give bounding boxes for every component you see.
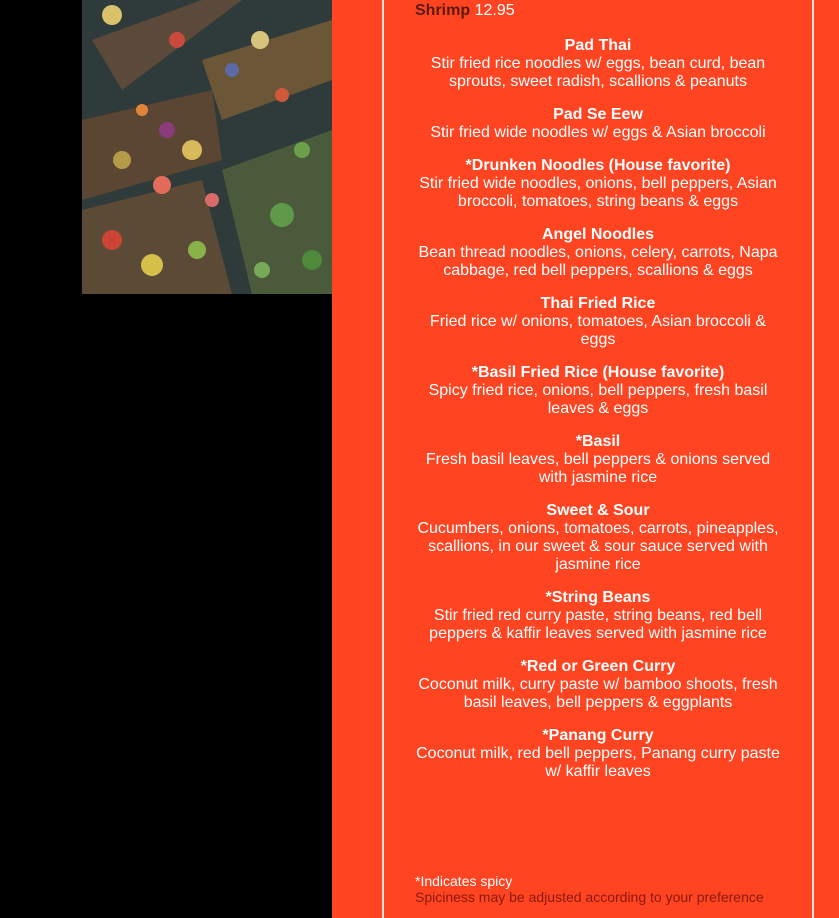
menu-item-description: Spicy fried rice, onions, bell peppers, fresh basil leaves & eggs: [428, 382, 768, 417]
menu-item-name: Pad Se Eew: [553, 106, 643, 123]
menu-item-name: *String Beans: [545, 589, 651, 606]
menu-item: [415, 295, 781, 349]
menu-item-description: Bean thread noodles, onions, celery, carrots, Napa cabbage, red bell peppers, scallions & eggs: [418, 244, 778, 279]
menu-item: [415, 433, 781, 487]
menu-item-name: Thai Fried Rice: [540, 295, 656, 312]
menu-item-name: *Basil: [575, 433, 621, 450]
menu-item-description: Fried rice w/ onions, tomatoes, Asian broccoli & eggs: [429, 313, 767, 348]
menu-item-description: Stir fried rice noodles w/ eggs, bean curd, bean sprouts, sweet radish, scallions & peanuts: [430, 55, 766, 90]
floating-market-photo: [82, 0, 332, 294]
menu-item-description: Stir fried red curry paste, string beans, red bell peppers & kaffir leaves served with jasmine rice: [429, 607, 767, 642]
spiciness-note: Spiciness may be adjusted according to your preference: [415, 889, 764, 905]
menu-item-name: *Panang Curry: [542, 727, 654, 744]
menu-item: [415, 37, 781, 91]
menu-item-name: *Basil Fried Rice (House favorite): [471, 364, 725, 381]
menu-item: [415, 502, 781, 574]
menu-item-description: Coconut milk, red bell peppers, Panang curry paste w/ kaffir leaves: [416, 745, 780, 780]
right-border-line: [812, 0, 814, 918]
spicy-note: *Indicates spicy: [415, 873, 513, 889]
menu-item-description: Stir fried wide noodles, onions, bell peppers, Asian broccoli, tomatoes, string beans & eggs: [419, 175, 777, 210]
menu-item-name: Pad Thai: [564, 37, 632, 54]
menu-item-name: *Drunken Noodles (House favorite): [465, 157, 731, 174]
protein-price: 12.95: [474, 2, 515, 19]
menu-item: [415, 658, 781, 712]
menu-item-name: Angel Noodles: [541, 226, 654, 243]
menu-item-description: Cucumbers, onions, tomatoes, carrots, pineapples, scallions, in our sweet & sour sauce served with jasmine rice: [417, 520, 779, 573]
menu-item: [415, 727, 781, 781]
menu-item-description: Fresh basil leaves, bell peppers & onions served with jasmine rice: [425, 451, 771, 486]
left-border-line: [382, 0, 384, 918]
menu-list: [415, 0, 781, 781]
menu-item-name: Sweet & Sour: [546, 502, 650, 519]
protein-label: Shrimp: [415, 2, 471, 19]
menu-item: [415, 364, 781, 418]
footnote: [415, 873, 795, 905]
menu-item: [415, 226, 781, 280]
menu-item: [415, 589, 781, 643]
menu-item-description: Stir fried wide noodles w/ eggs & Asian broccoli: [430, 124, 766, 141]
menu-item: [415, 157, 781, 211]
menu-item-description: Coconut milk, curry paste w/ bamboo shoots, fresh basil leaves, bell peppers & eggplants: [418, 676, 778, 711]
menu-item-name: *Red or Green Curry: [520, 658, 676, 675]
menu-item: [415, 106, 781, 142]
shrimp-price-line: [415, 0, 781, 22]
